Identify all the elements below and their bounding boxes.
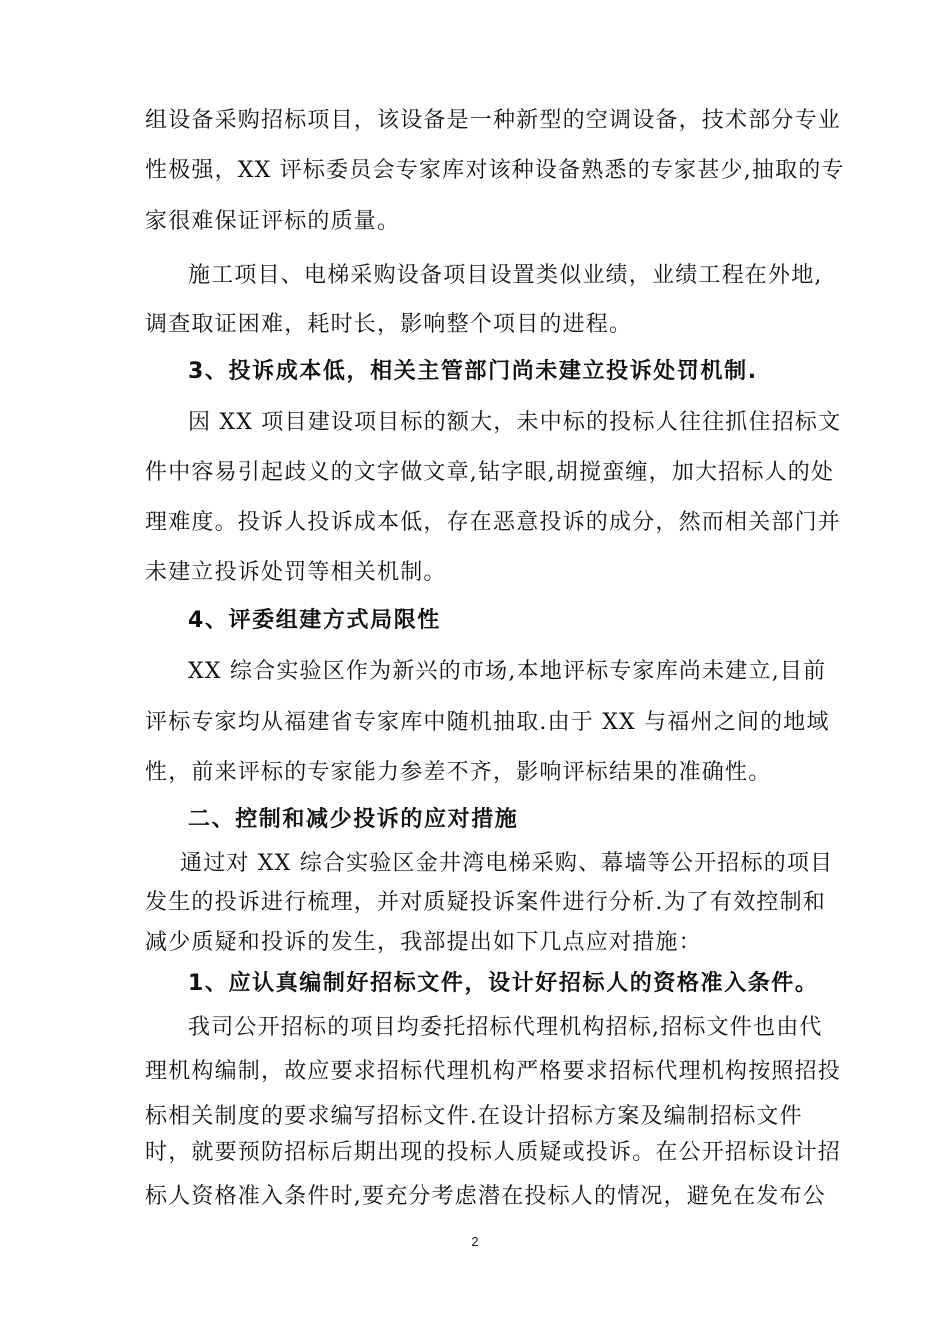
- body-line: 理机构编制，故应要求招标代理机构严格要求招标代理机构按照招投: [145, 1059, 842, 1084]
- body-line: 因 XX 项目建设项目标的额大，未中标的投标人往往抓住招标文: [188, 410, 842, 435]
- body-line: 未建立投诉处罚等相关机制。: [145, 560, 447, 585]
- body-line: 件中容易引起歧义的文字做文章,钻字眼,胡搅蛮缠，加大招标人的处: [145, 460, 835, 485]
- body-line: 性，前来评标的专家能力参差不齐，影响评标结果的准确性。: [145, 760, 772, 785]
- body-line: 施工项目、电梯采购设备项目设置类似业绩，业绩工程在外地,: [188, 263, 823, 288]
- body-line: 标人资格准入条件时,要充分考虑潜在投标人的情况，避免在发布公: [145, 1184, 826, 1209]
- body-line: 评标专家均从福建省专家库中随机抽取.由于 XX 与福州之间的地域: [145, 710, 830, 735]
- section-heading: 3、投诉成本低，相关主管部门尚未建立投诉处罚机制.: [188, 359, 758, 384]
- body-line: 组设备采购招标项目，该设备是一种新型的空调设备，技术部分专业: [145, 108, 842, 133]
- body-line: 理难度。投诉人投诉成本低，存在恶意投诉的成分，然而相关部门并: [145, 510, 842, 535]
- body-line: 调查取证困难，耗时长，影响整个项目的进程。: [145, 312, 633, 337]
- body-line: XX 综合实验区作为新兴的市场,本地评标专家库尚未建立,目前: [188, 659, 827, 684]
- body-line: 减少质疑和投诉的发生，我部提出如下几点应对措施：: [145, 930, 702, 955]
- body-line: 我司公开招标的项目均委托招标代理机构招标,招标文件也由代: [188, 1015, 823, 1040]
- section-heading: 4、评委组建方式局限性: [188, 608, 441, 633]
- body-line: 标相关制度的要求编写招标文件.在设计招标方案及编制招标文件: [145, 1104, 803, 1129]
- body-line: 通过对 XX 综合实验区金井湾电梯采购、幕墙等公开招标的项目: [180, 851, 834, 876]
- section-heading: 二、控制和减少投诉的应对措施: [188, 807, 519, 832]
- body-line: 发生的投诉进行梳理，并对质疑投诉案件进行分析.为了有效控制和: [145, 890, 826, 915]
- body-line: 家很难保证评标的质量。: [145, 209, 401, 234]
- page-number: 2: [471, 1234, 479, 1249]
- section-heading: 1、应认真编制好招标文件，设计好招标人的资格准入条件。: [188, 971, 819, 996]
- body-line: 时，就要预防招标后期出现的投标人质疑或投诉。在公开招标设计招: [145, 1140, 842, 1165]
- body-line: 性极强，XX 评标委员会专家库对该种设备熟悉的专家甚少,抽取的专: [145, 158, 845, 183]
